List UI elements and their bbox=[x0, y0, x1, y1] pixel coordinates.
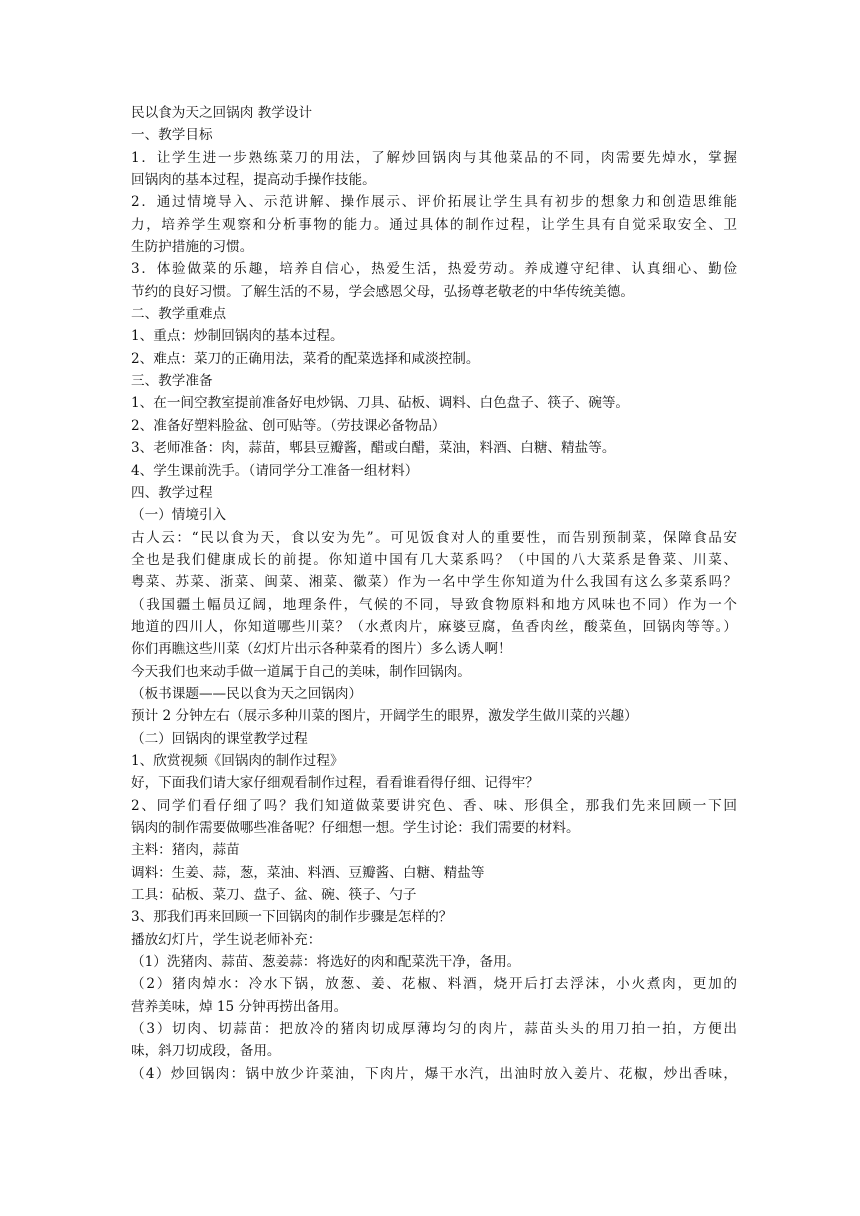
text-line: （我国疆土幅员辽阔，地理条件，气候的不同，导致食物原料和地方风味也不同）作为一个 bbox=[131, 596, 737, 613]
text-line: 一、教学目标 bbox=[131, 127, 213, 144]
text-line: 2、准备好塑料脸盆、创可贴等。（劳技课必备物品） bbox=[131, 417, 446, 434]
text-line: 2．通过情境导入、示范讲解、操作展示、评价拓展让学生具有初步的想象力和创造思维能 bbox=[131, 194, 737, 211]
document-body bbox=[131, 102, 737, 1085]
text-line: 播放幻灯片，学生说老师补充： bbox=[131, 931, 322, 948]
text-line: （一）情境引入 bbox=[131, 507, 227, 524]
text-line: 节约的良好习惯。了解生活的不易，学会感恩父母，弘扬尊老敬老的中华传统美德。 bbox=[131, 283, 634, 300]
text-line: （1）洗猪肉、蒜苗、葱姜蒜：将选好的肉和配菜洗干净，备用。 bbox=[131, 954, 521, 971]
text-line: 你们再瞧这些川菜（幻灯片出示各种菜肴的图片）多么诱人啊！ bbox=[131, 641, 512, 658]
text-line: 预计 2 分钟左右（展示多种川菜的图片，开阔学生的眼界，激发学生做川菜的兴趣） bbox=[131, 708, 638, 725]
text-line: 回锅肉的基本过程，提高动手操作技能。 bbox=[131, 172, 376, 189]
text-line: 3、老师准备：肉，蒜苗，郫县豆瓣酱，醋或白醋，菜油，料酒、白糖、精盐等。 bbox=[131, 440, 616, 457]
text-line: 锅肉的制作需要做哪些准备呢？仔细想一想。学生讨论：我们需要的材料。 bbox=[131, 820, 580, 836]
text-line: 2、难点：菜刀的正确用法，菜肴的配菜选择和咸淡控制。 bbox=[131, 350, 480, 367]
text-line: 粤菜、苏菜、浙菜、闽菜、湘菜、徽菜）作为一名中学生你知道为什么我国有这么多菜系吗？ bbox=[131, 574, 737, 591]
text-line: 古人云：“民以食为天，食以安为先”。可见饭食对人的重要性，而告别预制菜，保障食品安 bbox=[131, 529, 737, 546]
text-line: 生防护措施的习惯。 bbox=[131, 239, 254, 256]
text-line: 3．体验做菜的乐趣，培养自信心，热爱生活，热爱劳动。养成遵守纪律、认真细心、勤俭 bbox=[131, 261, 737, 278]
text-line: 主料：猪肉，蒜苗 bbox=[131, 842, 240, 859]
text-line: 今天我们也来动手做一道属于自己的美味，制作回锅肉。 bbox=[131, 663, 471, 680]
text-line: （板书课题——民以食为天之回锅肉） bbox=[131, 685, 363, 702]
text-line: 1．让学生进一步熟练菜刀的用法，了解炒回锅肉与其他菜品的不同，肉需要先焯水，掌握 bbox=[131, 149, 737, 166]
text-line: 四、教学过程 bbox=[131, 484, 213, 501]
text-line: 2、同学们看仔细了吗？我们知道做菜要讲究色、香、味、形俱全，那我们先来回顾一下回 bbox=[131, 797, 737, 814]
text-line: 工具：砧板、菜刀、盘子、盆、碗、筷子、勺子 bbox=[131, 887, 417, 904]
text-line: 三、教学准备 bbox=[131, 373, 213, 390]
text-line: 二、教学重难点 bbox=[131, 306, 227, 323]
text-line: （4）炒回锅肉：锅中放少许菜油，下肉片，爆干水汽，出油时放入姜片、花椒，炒出香味， bbox=[131, 1065, 737, 1082]
text-line: 1、在一间空教室提前准备好电炒锅、刀具、砧板、调料、白色盘子、筷子、碗等。 bbox=[131, 395, 630, 412]
text-line: （2）猪肉焯水：冷水下锅，放葱、姜、花椒、料酒，烧开后打去浮沫，小火煮肉，更加的 bbox=[131, 976, 737, 993]
text-line: 味，斜刀切成段，备用。 bbox=[131, 1043, 281, 1060]
text-line: （二）回锅肉的课堂教学过程 bbox=[131, 730, 308, 747]
text-line: 调料：生姜、蒜，葱，菜油、料酒、豆瓣酱、白糖、精盐等 bbox=[131, 864, 485, 881]
document-title: 民以食为天之回锅肉 教学设计 bbox=[131, 105, 313, 121]
text-line: 4、学生课前洗手。（请同学分工准备一组材料） bbox=[131, 462, 419, 479]
text-line: 全也是我们健康成长的前提。你知道中国有几大菜系吗？（中国的八大菜系是鲁菜、川菜、 bbox=[131, 551, 737, 568]
text-line: 地道的四川人，你知道哪些川菜？（水煮肉片，麻婆豆腐，鱼香肉丝，酸菜鱼，回锅肉等等。） bbox=[131, 618, 737, 635]
text-line: 1、欣赏视频《回锅肉的制作过程》 bbox=[131, 752, 344, 769]
text-line: 1、重点：炒制回锅肉的基本过程。 bbox=[131, 328, 344, 345]
text-line: 好，下面我们请大家仔细观看制作过程，看看谁看得仔细、记得牢？ bbox=[131, 775, 539, 792]
text-line: 3、那我们再来回顾一下回锅肉的制作步骤是怎样的？ bbox=[131, 909, 453, 926]
text-line: 力，培养学生观察和分析事物的能力。通过具体的制作过程，让学生具有自觉采取安全、卫 bbox=[131, 216, 737, 233]
text-line: 营养美味，焯 15 分钟再捞出备用。 bbox=[131, 998, 348, 1015]
text-line: （3）切肉、切蒜苗：把放冷的猪肉切成厚薄均匀的肉片，蒜苗头头的用刀拍一拍，方便出 bbox=[131, 1021, 737, 1038]
